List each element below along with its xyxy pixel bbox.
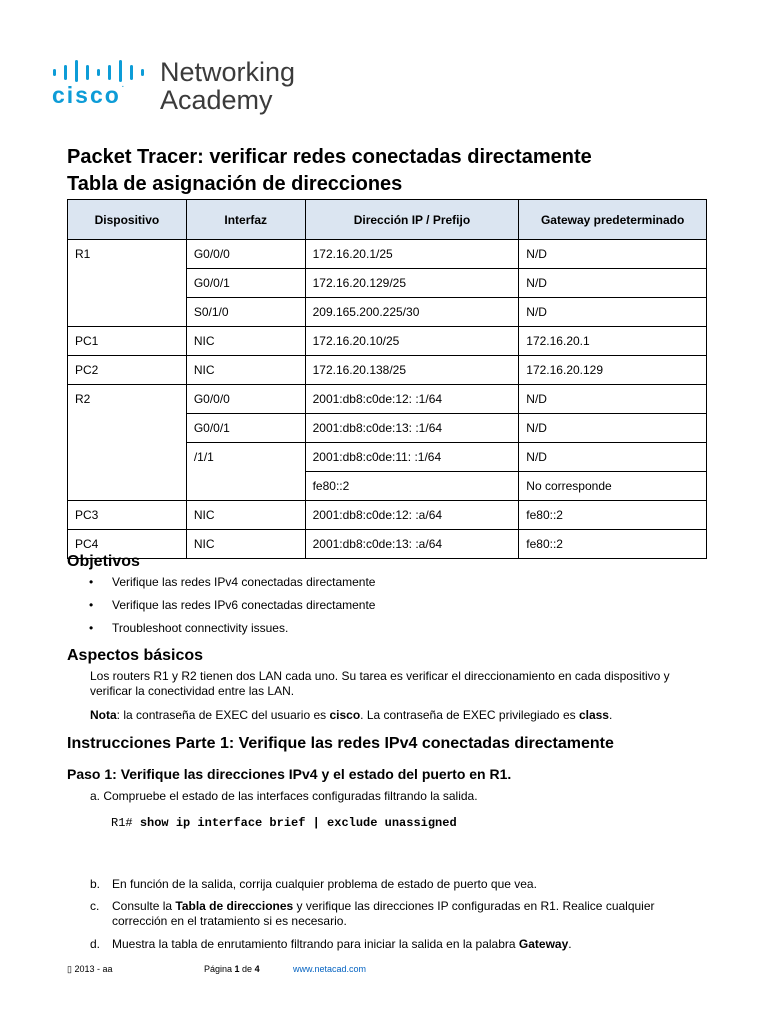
list-item: • Troubleshoot connectivity issues. [89,621,289,635]
cell-gateway: N/D [519,298,707,327]
cell-ip: 2001:db8:c0de:11: :1/64 [305,443,519,472]
command-text: show ip interface brief | exclude unassigned [139,816,457,830]
cell-gateway: 172.16.20.129 [519,356,707,385]
step1-heading: Paso 1: Verifique las direcciones IPv4 y el estado del puerto en R1. [67,766,512,782]
cisco-wordmark: cisco. [52,82,124,108]
note-paragraph: Nota: la contraseña de EXEC del usuario es cisco. La contraseña de EXEC privilegiado es class. [90,708,613,722]
cell-gateway: N/D [519,385,707,414]
cell-gateway: No corresponde [519,472,707,501]
table-row [68,530,707,559]
cell-gateway: N/D [519,240,707,269]
table-row [68,240,707,269]
user-password: cisco [329,708,361,722]
cell-gateway: 172.16.20.1 [519,327,707,356]
step-d: d. Muestra la tabla de enrutamiento filtrando para iniciar la salida en la palabra Gateway. [90,937,572,951]
cell-ip: 172.16.20.129/25 [305,269,519,298]
cell-interface: /1/1 [186,443,305,501]
objectives-list [89,575,375,644]
note-label: Nota [90,708,117,722]
cell-interface: NIC [186,327,305,356]
cell-interface: S0/1/0 [186,298,305,327]
logo-academy: Academy [160,85,273,115]
cell-ip: 172.16.20.10/25 [305,327,519,356]
cell-interface: NIC [186,530,305,559]
background-paragraph: Los routers R1 y R2 tienen dos LAN cada uno. Su tarea es verificar el direccionamiento en cada dispositivo y verificar la conectividad entre las LAN. [90,669,670,698]
cell-gateway: N/D [519,414,707,443]
cell-ip: 209.165.200.225/30 [305,298,519,327]
table-header-row [68,200,707,240]
header-interface: Interfaz [186,200,305,240]
cell-ip: 2001:db8:c0de:13: :a/64 [305,530,519,559]
cell-ip: 2001:db8:c0de:13: :1/64 [305,414,519,443]
cell-ip: fe80::2 [305,472,519,501]
cell-device: PC4 [68,530,187,559]
cell-interface: G0/0/1 [186,269,305,298]
table-row [68,327,707,356]
cell-gateway: N/D [519,269,707,298]
step-a: a. Compruebe el estado de las interfaces configuradas filtrando la salida. [90,789,478,803]
cisco-bars-icon [52,60,150,82]
document-title: Packet Tracer: verificar redes conectadas directamente [67,146,592,168]
objectives-heading: Objetivos [67,553,140,570]
bullet-icon: • [89,621,94,635]
table-row [68,385,707,414]
table-title: Tabla de asignación de direcciones [67,173,403,195]
cell-ip: 172.16.20.138/25 [305,356,519,385]
list-item: • Verifique las redes IPv6 conectadas directamente [89,598,376,612]
netacad-link[interactable]: www.netacad.com [293,964,367,974]
cell-device: R1 [68,240,187,327]
cell-interface: G0/0/0 [186,240,305,269]
background-heading: Aspectos básicos [67,647,204,664]
bullet-icon: • [89,575,94,589]
cell-interface: NIC [186,501,305,530]
part1-heading: Instrucciones Parte 1: Verifique las redes IPv4 conectadas directamente [67,735,614,752]
command-line [111,816,457,830]
cell-interface: NIC [186,356,305,385]
cell-gateway: fe80::2 [519,501,707,530]
cell-ip: 172.16.20.1/25 [305,240,519,269]
bullet-icon: • [89,598,94,612]
cell-interface: G0/0/0 [186,385,305,414]
cell-gateway: N/D [519,443,707,472]
list-item: • Verifique las redes IPv4 conectadas directamente [89,575,376,589]
command-prompt: R1# [111,816,133,830]
cell-device: PC3 [68,501,187,530]
step-c: c. Consulte la Tabla de direcciones y verifique las direcciones IP configuradas en R1. Realice cualquier corrección en el tratamiento si es necesario. [90,899,655,928]
cell-device: PC2 [68,356,187,385]
logo-networking: Networking [160,57,296,87]
cell-device: PC1 [68,327,187,356]
header-gateway: Gateway predeterminado [519,200,707,240]
cisco-networking-academy-logo [52,58,312,118]
addressing-table [67,199,707,559]
cell-ip: 2001:db8:c0de:12: :1/64 [305,385,519,414]
header-device: Dispositivo [68,200,187,240]
cell-device: R2 [68,385,187,501]
footer-link-wrap [293,964,366,974]
cell-ip: 2001:db8:c0de:12: :a/64 [305,501,519,530]
cell-gateway: fe80::2 [519,530,707,559]
step-b: b. En función de la salida, corrija cualquier problema de estado de puerto que vea. [90,877,537,891]
header-ip-prefix: Dirección IP / Prefijo [305,200,519,240]
footer-copyright: ▯ 2013 - aa [67,964,113,974]
table-row [68,356,707,385]
footer-page-number: Página 1 de 4 [204,964,260,974]
priv-password: class [578,708,609,722]
table-row [68,501,707,530]
cell-interface: G0/0/1 [186,414,305,443]
